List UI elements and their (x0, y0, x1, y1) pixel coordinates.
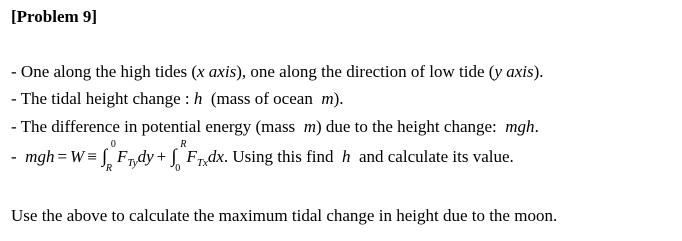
integral-1-upper: 0 (110, 139, 116, 150)
text-segment: - One along the high tides ( (11, 62, 198, 81)
statement-line-potential-energy (11, 117, 539, 137)
math-F: F (186, 147, 197, 166)
math-y-axis: y axis (494, 62, 534, 81)
math-dy: dy (137, 147, 154, 166)
integral-2 (171, 139, 187, 174)
text-segment: ). (533, 62, 544, 81)
text-segment: and calculate its value. (350, 147, 514, 166)
math-h: h (341, 147, 351, 166)
integral-2-upper: R (180, 139, 187, 150)
math-m: m (321, 89, 334, 108)
text-segment: - The difference in potential energy (mass (11, 117, 304, 136)
problem-title: [Problem 9] (11, 7, 98, 26)
math-sub-Ty: Ty (127, 157, 138, 169)
task-instruction: Use the above to calculate the maximum tidal change in height due to the moon. (11, 206, 558, 225)
plus-sign: + (156, 147, 167, 166)
math-sub-Tx: Tx (196, 157, 208, 169)
statement-line-height (11, 89, 344, 109)
integral-2-lower: 0 (175, 163, 181, 174)
math-x-axis: x axis (197, 62, 237, 81)
statement-line-equation (11, 139, 514, 174)
text-segment: - (11, 147, 26, 166)
text-segment: ). (333, 89, 344, 108)
statement-line-axes (11, 62, 544, 82)
integral-1 (101, 139, 116, 174)
integral-1-lower: R (105, 163, 112, 174)
equiv-sign: ≡ (87, 147, 97, 166)
math-m: m (303, 117, 316, 136)
text-segment: - The tidal height change : (11, 89, 194, 108)
math-mgh: mgh (25, 147, 55, 166)
math-W: W (70, 147, 85, 166)
integral-sign: ∫ (101, 146, 108, 167)
text-segment: . Using this find (223, 147, 342, 166)
math-dx: dx (207, 147, 224, 166)
text-segment: ) due to the height change: (315, 117, 506, 136)
text-segment: . (534, 117, 539, 136)
math-h: h (193, 89, 203, 108)
integral-sign: ∫ (171, 146, 177, 167)
text-segment: ), one along the direction of low tide ( (236, 62, 495, 81)
math-F: F (117, 147, 128, 166)
equals-sign: = (57, 147, 68, 166)
math-mgh: mgh (505, 117, 535, 136)
text-segment: (mass of ocean (202, 89, 322, 108)
